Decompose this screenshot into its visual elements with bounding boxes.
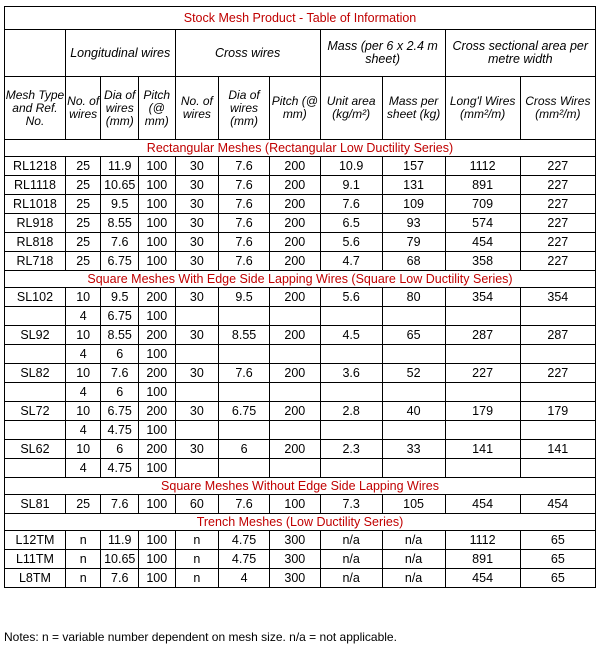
column-header: Pitch (@ mm): [139, 77, 176, 140]
table-row: [5, 531, 596, 550]
table-cell: 200: [269, 176, 320, 195]
table-cell: 30: [175, 440, 219, 459]
table-cell: 227: [520, 176, 595, 195]
table-cell: RL718: [5, 252, 66, 271]
table-cell: 33: [382, 440, 445, 459]
column-header: Mesh Type and Ref. No.: [5, 77, 66, 140]
table-cell: 9.5: [101, 195, 139, 214]
table-cell: 227: [445, 364, 520, 383]
table-cell: 30: [175, 402, 219, 421]
empty-cell: [320, 383, 382, 402]
empty-cell: [520, 459, 595, 478]
section-row: [5, 514, 596, 531]
table-cell: 80: [382, 288, 445, 307]
table-cell: 2.8: [320, 402, 382, 421]
table-cell: 25: [65, 495, 101, 514]
table-cell: SL82: [5, 364, 66, 383]
table-cell: 354: [445, 288, 520, 307]
empty-cell: [5, 421, 66, 440]
section-title: Square Meshes Without Edge Side Lapping Wires: [5, 478, 596, 495]
empty-cell: [175, 307, 219, 326]
table-cell: 227: [520, 157, 595, 176]
empty-cell: [219, 383, 270, 402]
table-cell: 68: [382, 252, 445, 271]
table-cell: 2.3: [320, 440, 382, 459]
table-cell: 10: [65, 402, 101, 421]
table-cell: 6: [101, 383, 139, 402]
table-cell: 287: [445, 326, 520, 345]
table-cell: 11.9: [101, 531, 139, 550]
table-cell: 3.6: [320, 364, 382, 383]
table-cell: 52: [382, 364, 445, 383]
table-cell: 79: [382, 233, 445, 252]
table-row: [5, 233, 596, 252]
table-cell: 891: [445, 176, 520, 195]
table-cell: L8TM: [5, 569, 66, 588]
table-cell: 11.9: [101, 157, 139, 176]
table-cell: 100: [139, 459, 176, 478]
empty-cell: [269, 421, 320, 440]
table-row: [5, 288, 596, 307]
empty-cell: [269, 307, 320, 326]
table-cell: 6.75: [219, 402, 270, 421]
table-row-extra: [5, 459, 596, 478]
table-cell: 6.75: [101, 402, 139, 421]
table-cell: 30: [175, 233, 219, 252]
empty-cell: [219, 421, 270, 440]
table-cell: 6: [219, 440, 270, 459]
column-header: No. of wires: [65, 77, 101, 140]
table-row: [5, 550, 596, 569]
group-header-area: Cross sectional area per metre width: [445, 30, 595, 77]
table-cell: 7.6: [101, 364, 139, 383]
table-cell: 891: [445, 550, 520, 569]
table-cell: 7.6: [101, 495, 139, 514]
empty-cell: [445, 345, 520, 364]
table-cell: 100: [269, 495, 320, 514]
table-cell: 100: [139, 531, 176, 550]
column-header: Dia of wires (mm): [101, 77, 139, 140]
table-row: [5, 157, 596, 176]
table-cell: SL72: [5, 402, 66, 421]
empty-cell: [445, 421, 520, 440]
table-cell: 4: [65, 459, 101, 478]
table-cell: RL1118: [5, 176, 66, 195]
empty-cell: [219, 459, 270, 478]
section-row: [5, 140, 596, 157]
table-cell: 227: [520, 233, 595, 252]
table-cell: n: [175, 569, 219, 588]
table-cell: 10.9: [320, 157, 382, 176]
table-cell: 65: [520, 569, 595, 588]
table-cell: 200: [269, 195, 320, 214]
group-header-mass: Mass (per 6 x 2.4 m sheet): [320, 30, 445, 77]
column-header: Long'l Wires (mm²/m): [445, 77, 520, 140]
table-cell: 100: [139, 345, 176, 364]
table-cell: 100: [139, 550, 176, 569]
table-row: [5, 569, 596, 588]
table-cell: 227: [520, 195, 595, 214]
table-cell: 200: [269, 402, 320, 421]
table-cell: 454: [445, 233, 520, 252]
section-title: Trench Meshes (Low Ductility Series): [5, 514, 596, 531]
table-cell: 200: [269, 233, 320, 252]
empty-cell: [175, 345, 219, 364]
table-cell: 100: [139, 252, 176, 271]
table-cell: 30: [175, 326, 219, 345]
table-cell: 100: [139, 214, 176, 233]
table-cell: 1112: [445, 157, 520, 176]
table-cell: 179: [520, 402, 595, 421]
table-cell: 10: [65, 364, 101, 383]
empty-cell: [175, 459, 219, 478]
table-cell: 179: [445, 402, 520, 421]
table-cell: 40: [382, 402, 445, 421]
table-cell: 7.3: [320, 495, 382, 514]
table-cell: 200: [269, 214, 320, 233]
empty-cell: [520, 345, 595, 364]
table-cell: 141: [445, 440, 520, 459]
table-cell: 65: [382, 326, 445, 345]
table-cell: n/a: [320, 531, 382, 550]
table-cell: 200: [269, 252, 320, 271]
table-cell: 25: [65, 157, 101, 176]
table-cell: 25: [65, 233, 101, 252]
table-row-extra: [5, 307, 596, 326]
table-cell: 7.6: [219, 233, 270, 252]
table-cell: 227: [520, 214, 595, 233]
table-cell: n/a: [320, 569, 382, 588]
column-header: Cross Wires (mm²/m): [520, 77, 595, 140]
table-cell: 454: [445, 569, 520, 588]
column-header: Unit area (kg/m²): [320, 77, 382, 140]
empty-cell: [175, 421, 219, 440]
table-row: [5, 440, 596, 459]
table-cell: 100: [139, 195, 176, 214]
table-cell: 358: [445, 252, 520, 271]
empty-cell: [269, 459, 320, 478]
table-cell: 141: [520, 440, 595, 459]
table-cell: 200: [269, 157, 320, 176]
table-cell: 157: [382, 157, 445, 176]
table-cell: 7.6: [219, 195, 270, 214]
table-row: [5, 402, 596, 421]
table-cell: n/a: [382, 550, 445, 569]
table-cell: 100: [139, 157, 176, 176]
table-cell: n/a: [320, 550, 382, 569]
table-cell: 100: [139, 421, 176, 440]
table-cell: n: [65, 569, 101, 588]
table-cell: 200: [269, 364, 320, 383]
table-row: [5, 326, 596, 345]
group-header-longitudinal: Longitudinal wires: [65, 30, 175, 77]
table-cell: 100: [139, 307, 176, 326]
table-cell: SL62: [5, 440, 66, 459]
table-cell: 8.55: [101, 326, 139, 345]
column-header: Mass per sheet (kg): [382, 77, 445, 140]
empty-cell: [5, 383, 66, 402]
table-cell: 300: [269, 569, 320, 588]
table-cell: RL818: [5, 233, 66, 252]
stock-mesh-table: [4, 6, 596, 588]
table-row-extra: [5, 383, 596, 402]
empty-cell: [445, 307, 520, 326]
table-cell: 4.75: [219, 531, 270, 550]
table-cell: 227: [520, 252, 595, 271]
table-cell: 574: [445, 214, 520, 233]
section-row: [5, 478, 596, 495]
table-cell: 10: [65, 326, 101, 345]
empty-cell: [269, 345, 320, 364]
table-cell: 30: [175, 288, 219, 307]
empty-cell: [219, 307, 270, 326]
table-cell: 7.6: [219, 176, 270, 195]
table-cell: 131: [382, 176, 445, 195]
table-row-extra: [5, 345, 596, 364]
table-cell: 65: [520, 531, 595, 550]
group-header-blank: [5, 30, 66, 77]
empty-cell: [175, 383, 219, 402]
empty-cell: [520, 383, 595, 402]
table-cell: 4: [65, 383, 101, 402]
table-cell: 200: [139, 440, 176, 459]
table-cell: 4.75: [101, 459, 139, 478]
table-row: [5, 252, 596, 271]
table-cell: 4.5: [320, 326, 382, 345]
table-cell: 10: [65, 288, 101, 307]
notes: Notes: n = variable number dependent on mesh size. n/a = not applicable.: [4, 630, 397, 644]
table-cell: 4.75: [219, 550, 270, 569]
table-cell: 25: [65, 195, 101, 214]
table-cell: 6: [101, 345, 139, 364]
table-row-extra: [5, 421, 596, 440]
table-cell: 4.7: [320, 252, 382, 271]
table-cell: 100: [139, 569, 176, 588]
column-header: No. of wires: [175, 77, 219, 140]
table-cell: 30: [175, 195, 219, 214]
table-cell: 10.65: [101, 550, 139, 569]
table-cell: 65: [520, 550, 595, 569]
table-row: [5, 364, 596, 383]
table-cell: 93: [382, 214, 445, 233]
table-cell: 30: [175, 214, 219, 233]
table-cell: SL102: [5, 288, 66, 307]
column-header-row: [5, 77, 596, 140]
empty-cell: [382, 421, 445, 440]
table-cell: 8.55: [219, 326, 270, 345]
section-title: Rectangular Meshes (Rectangular Low Ductility Series): [5, 140, 596, 157]
table-cell: n: [175, 531, 219, 550]
table-cell: 200: [269, 440, 320, 459]
table-cell: n: [175, 550, 219, 569]
table-cell: 25: [65, 252, 101, 271]
empty-cell: [382, 307, 445, 326]
table-cell: 100: [139, 495, 176, 514]
empty-cell: [219, 345, 270, 364]
table-cell: 9.1: [320, 176, 382, 195]
group-header-cross: Cross wires: [175, 30, 320, 77]
table-cell: 100: [139, 176, 176, 195]
table-cell: n: [65, 531, 101, 550]
empty-cell: [320, 459, 382, 478]
table-cell: 6: [101, 440, 139, 459]
table-cell: 200: [269, 326, 320, 345]
table-cell: n: [65, 550, 101, 569]
empty-cell: [445, 383, 520, 402]
table-cell: 4: [65, 307, 101, 326]
empty-cell: [320, 345, 382, 364]
table-cell: SL81: [5, 495, 66, 514]
table-cell: 4: [219, 569, 270, 588]
table-cell: 10.65: [101, 176, 139, 195]
table-cell: 4: [65, 345, 101, 364]
table-cell: 4.75: [101, 421, 139, 440]
table-cell: 354: [520, 288, 595, 307]
table-row: [5, 176, 596, 195]
empty-cell: [320, 421, 382, 440]
table-cell: 200: [139, 364, 176, 383]
table-cell: RL1218: [5, 157, 66, 176]
table-cell: L11TM: [5, 550, 66, 569]
table-cell: 9.5: [101, 288, 139, 307]
table-row: [5, 195, 596, 214]
empty-cell: [445, 459, 520, 478]
column-header: Dia of wires (mm): [219, 77, 270, 140]
table-cell: 227: [520, 364, 595, 383]
table-cell: RL918: [5, 214, 66, 233]
table-title: Stock Mesh Product - Table of Information: [5, 7, 596, 30]
table-cell: 8.55: [101, 214, 139, 233]
empty-cell: [382, 345, 445, 364]
table-cell: 6.75: [101, 307, 139, 326]
table-cell: 109: [382, 195, 445, 214]
empty-cell: [5, 345, 66, 364]
table-cell: 7.6: [219, 252, 270, 271]
table-cell: 454: [520, 495, 595, 514]
table-cell: 105: [382, 495, 445, 514]
table-cell: 454: [445, 495, 520, 514]
table-body: [5, 140, 596, 588]
table-cell: 7.6: [101, 233, 139, 252]
table-cell: 200: [269, 288, 320, 307]
table-cell: 7.6: [219, 157, 270, 176]
table-cell: 30: [175, 157, 219, 176]
table-cell: 1112: [445, 531, 520, 550]
table-cell: n/a: [382, 531, 445, 550]
table-cell: 30: [175, 176, 219, 195]
table-cell: L12TM: [5, 531, 66, 550]
table-row: [5, 214, 596, 233]
table-cell: 287: [520, 326, 595, 345]
empty-cell: [520, 421, 595, 440]
empty-cell: [382, 383, 445, 402]
empty-cell: [320, 307, 382, 326]
table-cell: 30: [175, 252, 219, 271]
table-cell: RL1018: [5, 195, 66, 214]
table-cell: 200: [139, 326, 176, 345]
table-cell: n/a: [382, 569, 445, 588]
table-cell: 7.6: [219, 214, 270, 233]
table-cell: 4: [65, 421, 101, 440]
table-cell: 100: [139, 383, 176, 402]
table-cell: 6.5: [320, 214, 382, 233]
table-cell: 5.6: [320, 288, 382, 307]
empty-cell: [382, 459, 445, 478]
table-cell: 60: [175, 495, 219, 514]
table-cell: 6.75: [101, 252, 139, 271]
empty-cell: [269, 383, 320, 402]
table-cell: 7.6: [320, 195, 382, 214]
empty-cell: [5, 459, 66, 478]
table-cell: 200: [139, 402, 176, 421]
table-cell: 100: [139, 233, 176, 252]
table-cell: 25: [65, 214, 101, 233]
table-cell: 5.6: [320, 233, 382, 252]
table-cell: 30: [175, 364, 219, 383]
table-cell: 200: [139, 288, 176, 307]
table-cell: 7.6: [101, 569, 139, 588]
table-cell: 300: [269, 550, 320, 569]
table-cell: SL92: [5, 326, 66, 345]
table-cell: 9.5: [219, 288, 270, 307]
column-header: Pitch (@ mm): [269, 77, 320, 140]
section-row: [5, 271, 596, 288]
group-header-row: [5, 30, 596, 77]
empty-cell: [5, 307, 66, 326]
section-title: Square Meshes With Edge Side Lapping Wires (Square Low Ductility Series): [5, 271, 596, 288]
table-cell: 25: [65, 176, 101, 195]
table-row: [5, 495, 596, 514]
table-cell: 709: [445, 195, 520, 214]
table-cell: 7.6: [219, 364, 270, 383]
table-cell: 10: [65, 440, 101, 459]
table-cell: 7.6: [219, 495, 270, 514]
table-cell: 300: [269, 531, 320, 550]
empty-cell: [520, 307, 595, 326]
